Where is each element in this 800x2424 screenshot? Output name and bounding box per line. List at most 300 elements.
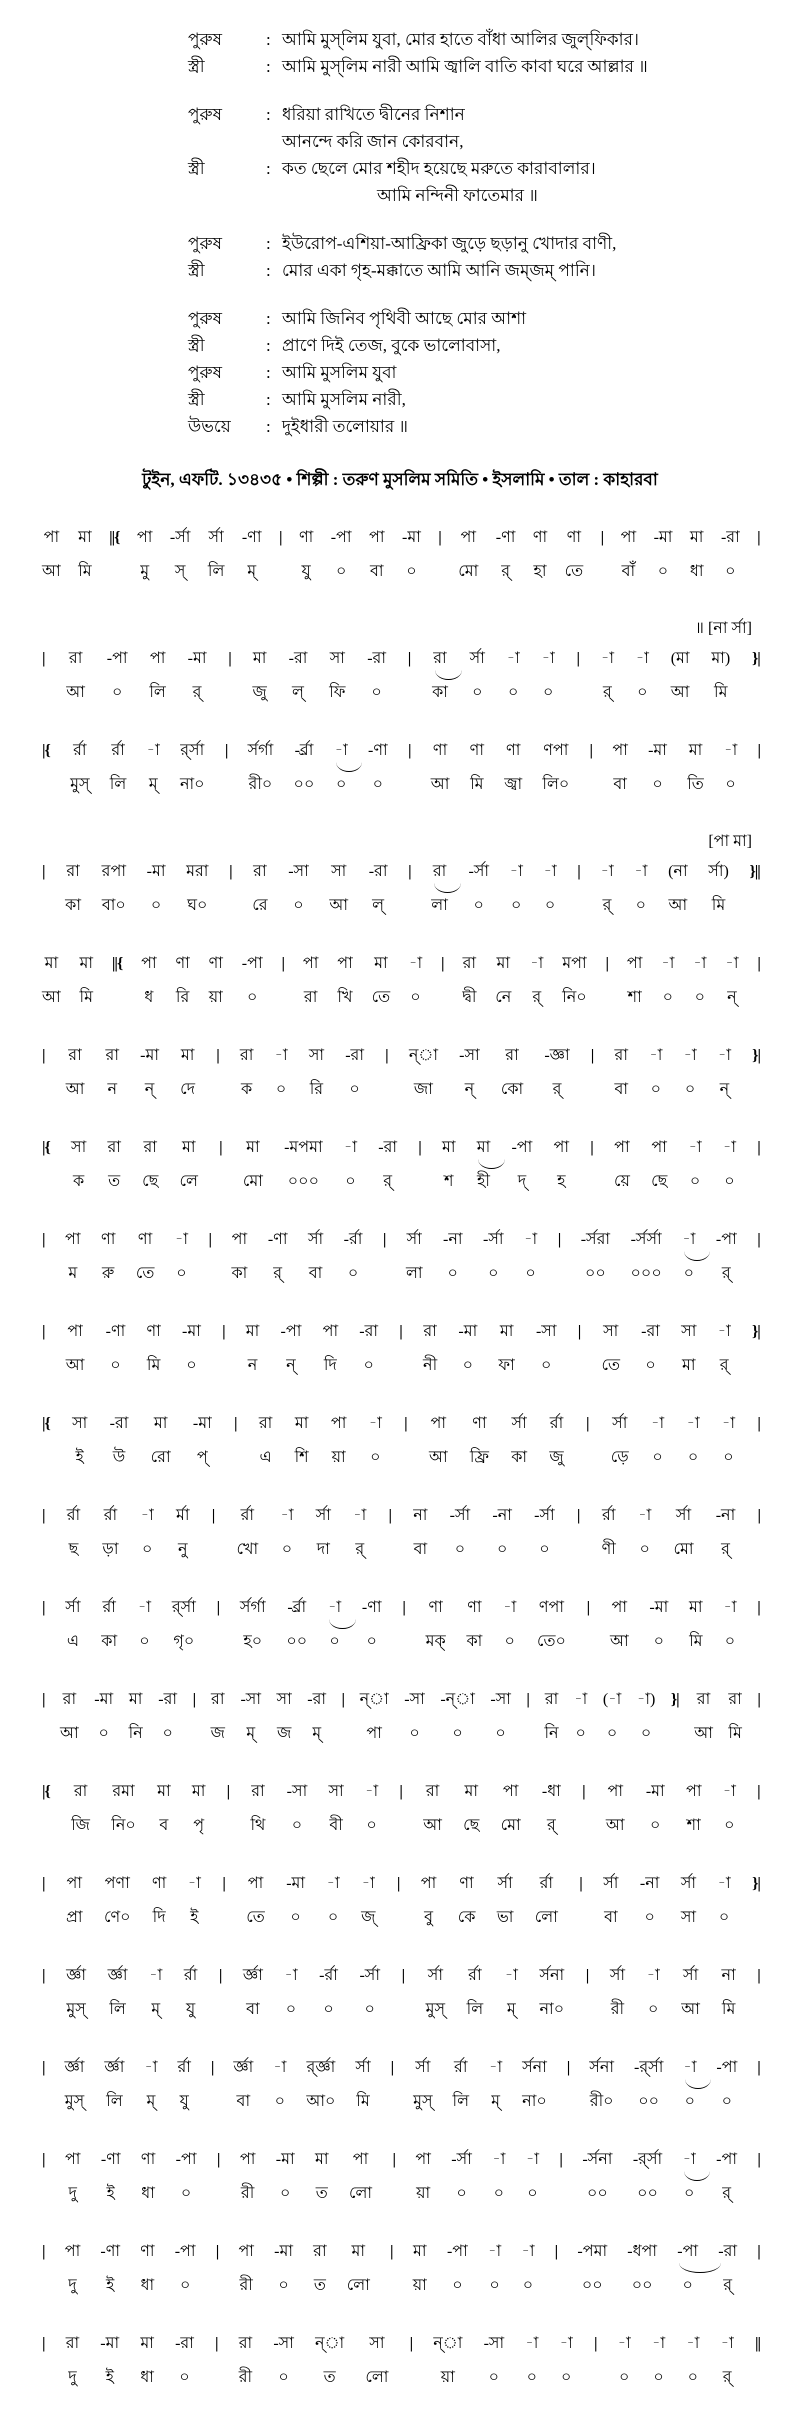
- bar-token: [408, 740, 411, 762]
- note-token: [640, 1873, 660, 1929]
- note-token: [470, 648, 485, 704]
- note-token: [286, 1597, 307, 1653]
- lyric-syllable: ছে: [142, 1173, 159, 1190]
- bar-glyph: |: [341, 1691, 345, 1708]
- note-token: [468, 861, 489, 917]
- note-token: [175, 953, 189, 1009]
- lyric-syllable: ০: [560, 2369, 572, 2386]
- bar-glyph: |: [585, 1967, 589, 1984]
- lyric-syllable: বাঁ: [621, 563, 636, 580]
- lyric-syllable: লে: [179, 1173, 198, 1190]
- sargam-note: র্র্সা: [171, 1599, 196, 1616]
- lyric-syllable: ০: [274, 2093, 286, 2110]
- sargam-note: মা: [689, 1599, 703, 1616]
- note-token: [281, 1321, 302, 1377]
- lyric-syllable: ০: [456, 2185, 467, 2202]
- lyric-syllable: তে০: [537, 1633, 566, 1650]
- lyric-syllable: দ্বী: [462, 989, 477, 1006]
- sargam-note: সা: [308, 1047, 325, 1064]
- speaker-colon: :: [266, 309, 271, 328]
- lyric-syllable: সা: [680, 1909, 697, 1926]
- lyric-syllable: বা: [604, 1909, 618, 1926]
- note-token: [152, 1873, 166, 1929]
- note-token: [652, 2333, 665, 2389]
- bar-glyph: |: [229, 863, 232, 880]
- speaker-colon: :: [266, 234, 271, 253]
- lyric-syllable: র্: [546, 1817, 556, 1834]
- speaker-colon: :: [266, 390, 271, 409]
- lyric-syllable: লি: [207, 563, 225, 580]
- note-token: [303, 953, 319, 1009]
- sargam-note: ণা: [428, 1599, 443, 1616]
- note-token: [693, 953, 706, 1009]
- note-token: [458, 1873, 476, 1929]
- sargam-note: রা: [105, 1047, 119, 1064]
- sargam-note: -র্সা: [169, 529, 191, 546]
- lyric-syllable: ০: [653, 1633, 665, 1650]
- note-token: [106, 1045, 119, 1101]
- note-token: [423, 1781, 442, 1837]
- bar-glyph: |: [42, 1507, 45, 1524]
- bar-glyph: |: [418, 1139, 421, 1156]
- note-token: [603, 1873, 618, 1929]
- note-token: [641, 1321, 660, 1377]
- sargam-note: -া: [721, 1415, 736, 1432]
- bar-token: [42, 1689, 45, 1711]
- note-token: [175, 2241, 196, 2297]
- notation-system: [42, 527, 760, 583]
- lyric-syllable: মুস্: [64, 2093, 85, 2110]
- lyric-syllable: যু: [179, 2093, 189, 2110]
- lyric-syllable: আ: [42, 563, 61, 580]
- sargam-note: পা: [247, 1875, 264, 1892]
- sargam-note: -সা: [288, 863, 309, 880]
- lyric-syllable: রী০: [589, 2093, 614, 2110]
- note-token: [104, 2057, 124, 2113]
- lyric-syllable: ই: [105, 2369, 114, 2386]
- lyric-syllable: নী: [423, 1357, 438, 1374]
- note-token: [335, 740, 348, 796]
- note-token: [646, 1781, 665, 1837]
- sargam-note: -পা: [330, 529, 352, 546]
- sargam-note: -া: [174, 1231, 188, 1248]
- bar-glyph: |: [557, 1231, 561, 1248]
- lyric-syllable: ০: [347, 1265, 359, 1282]
- bar-token: [342, 1689, 345, 1711]
- sargam-note: রা: [258, 1415, 273, 1432]
- note-token: [507, 648, 520, 704]
- note-token: [280, 1505, 293, 1561]
- lyric-syllable: ণী: [601, 1541, 616, 1558]
- note-token: [681, 1873, 696, 1929]
- bar-token: [399, 1321, 402, 1343]
- lyric-text: আমি মুস্‌লিম নারী আমি জ্বালি বাতি কাবা ঘরে আল্লার ॥: [282, 57, 648, 76]
- bar-token: [755, 2333, 760, 2355]
- sargam-note: ণা: [140, 2151, 156, 2168]
- sargam-note: -ণা: [267, 1231, 288, 1248]
- lyric-syllable: লো: [365, 2369, 389, 2386]
- note-token: [429, 1413, 448, 1469]
- sargam-note: রা: [68, 650, 83, 667]
- note-token: [66, 1045, 85, 1101]
- sargam-note: -া: [543, 863, 557, 880]
- note-token: [477, 1137, 491, 1193]
- lyric-syllable: ০: [447, 1265, 458, 1282]
- sargam-note: -সা: [483, 2335, 505, 2352]
- sargam-note: -া: [488, 2059, 503, 2076]
- sargam-note: -পা: [716, 2059, 738, 2076]
- note-token: [677, 2241, 698, 2297]
- sargam-note: ণা: [208, 955, 223, 972]
- note-token: [631, 1229, 662, 1285]
- bar-token: [208, 1229, 211, 1251]
- note-token: [694, 1689, 713, 1745]
- sargam-note: র্জ্ঞা: [233, 2059, 254, 2076]
- lyric-line: [0, 359, 800, 386]
- notation-system: [42, 1781, 760, 1837]
- bar-token: [402, 1597, 405, 1619]
- note-token: [378, 1137, 397, 1193]
- lyric-syllable: তে: [246, 1909, 265, 1926]
- note-token: [495, 953, 511, 1009]
- sargam-note: পা: [65, 1231, 81, 1248]
- bar-glyph: }|: [752, 1875, 760, 1892]
- note-token: [102, 1505, 118, 1561]
- speaker-colon: :: [266, 30, 271, 49]
- note-token: [306, 2057, 335, 2113]
- lyric-syllable: আ: [329, 897, 349, 914]
- bar-glyph: |: [278, 529, 282, 546]
- sargam-note: পা: [238, 2243, 254, 2260]
- sargam-note: -র্সনা: [582, 2151, 613, 2168]
- lyric-syllable: আ: [65, 1081, 85, 1098]
- sargam-note: মপা: [562, 955, 587, 972]
- note-token: [610, 1965, 625, 2021]
- lyric-syllable: ০: [364, 2001, 375, 2018]
- lyric-syllable: ০: [683, 1265, 695, 1282]
- lyric-syllable: ০: [683, 2185, 695, 2202]
- lyrics-section: [0, 0, 800, 440]
- sargam-note: র্রা: [602, 1507, 616, 1524]
- sargam-note: মা: [245, 1323, 260, 1340]
- lyric-syllable: ম: [68, 1265, 78, 1282]
- sargam-note: পণা: [104, 1875, 130, 1892]
- note-token: [208, 527, 225, 583]
- note-token: [426, 1965, 445, 2021]
- lyric-syllable: বা: [613, 776, 627, 793]
- sargam-note: রা: [728, 1691, 742, 1708]
- bar-glyph: |: [396, 1875, 400, 1892]
- note-token: [65, 2241, 81, 2297]
- bar-token: [757, 1965, 760, 1987]
- lyric-syllable: য়া: [331, 1449, 346, 1466]
- bar-token: [567, 2057, 570, 2079]
- lyric-syllable: র্: [723, 2277, 733, 2294]
- lyric-syllable: ০: [644, 1909, 655, 1926]
- note-token: [141, 2149, 155, 2205]
- note-token: [601, 648, 614, 704]
- lyric-syllable: ল্: [292, 684, 304, 701]
- note-token: [176, 2149, 197, 2205]
- sargam-note: -া: [686, 2335, 700, 2352]
- lyric-syllable: ০: [285, 2001, 297, 2018]
- speaker-label: পুরুষ: [188, 234, 222, 253]
- lyric-syllable: লি: [149, 684, 166, 701]
- lyric-syllable: ই: [106, 2277, 115, 2294]
- bar-glyph: |: [222, 1323, 225, 1340]
- sargam-note: -া: [559, 2335, 573, 2352]
- bar-token: [42, 740, 50, 762]
- bar-token: [42, 2241, 45, 2263]
- lyric-syllable: ০: [150, 897, 162, 914]
- note-token: [618, 2333, 631, 2389]
- sargam-note: -া: [274, 1047, 288, 1064]
- lyric-syllable: ০: [291, 1817, 303, 1834]
- bar-glyph: |: [576, 1507, 580, 1524]
- bar-token: [229, 861, 232, 883]
- sargam-note: -পা: [716, 2151, 738, 2168]
- sargam-note: -া: [343, 1139, 358, 1156]
- sargam-note: র্সা: [675, 1507, 692, 1524]
- note-token: [146, 1321, 160, 1377]
- note-token: [431, 740, 450, 796]
- sargam-note: র্রা: [240, 1507, 255, 1524]
- sargam-note: -া: [649, 1047, 663, 1064]
- lyric-syllable: জ্বা: [504, 776, 523, 793]
- lyric-syllable: ০: [370, 1449, 381, 1466]
- sargam-note: -ধা: [541, 1783, 561, 1800]
- note-token: [170, 527, 191, 583]
- bar-glyph: |: [228, 650, 231, 667]
- sargam-note: -র্সা: [359, 1967, 381, 1984]
- note-token: [560, 2333, 573, 2389]
- lyric-syllable: ত: [108, 1173, 121, 1190]
- note-token: [144, 2057, 157, 2113]
- bar-token: [215, 2333, 218, 2355]
- note-token: [687, 740, 704, 796]
- lyric-line: [0, 413, 800, 440]
- sargam-note: -া: [353, 1507, 367, 1524]
- lyric-syllable: য়া: [208, 989, 223, 1006]
- bar-token: [217, 1597, 220, 1619]
- note-token: [299, 527, 313, 583]
- lyric-syllable: মি: [79, 989, 94, 1006]
- sargam-note: র্রা: [454, 2059, 468, 2076]
- sargam-note: -া: [361, 1875, 375, 1892]
- note-token: [505, 1965, 518, 2021]
- lyric-syllable: ০: [511, 897, 522, 914]
- sargam-note: মা: [499, 1323, 514, 1340]
- lyric-syllable: ০: [684, 1081, 696, 1098]
- sargam-note: -া: [717, 1047, 732, 1064]
- lyric-text: প্রাণে দিই তেজ, বুকে ভালোবাসা,: [282, 336, 501, 355]
- sargam-note: -মা: [192, 1415, 212, 1432]
- bar-token: [42, 1873, 45, 1895]
- bar-token: [42, 1045, 45, 1067]
- note-token: [606, 1781, 625, 1837]
- bar-glyph: |: [42, 1599, 45, 1616]
- sargam-note: ণা: [175, 955, 190, 972]
- note-token: [104, 1873, 131, 1929]
- bar-token: [757, 1413, 760, 1435]
- note-token: [186, 861, 208, 917]
- bar-glyph: |: [42, 2335, 45, 2352]
- note-token: [581, 1229, 610, 1285]
- sargam-note: -া: [651, 2335, 666, 2352]
- lyric-syllable: র্: [722, 2185, 731, 2202]
- bar-glyph: |: [401, 1967, 405, 1984]
- sargam-note: -সা: [490, 1691, 511, 1708]
- sargam-note: মা: [464, 1783, 478, 1800]
- sargam-note: -া: [144, 2059, 158, 2076]
- sargam-note: র্সর্গা: [239, 1599, 266, 1616]
- sargam-note: সা: [369, 2335, 385, 2352]
- lyric-syllable: মি: [689, 1633, 703, 1650]
- note-token: [344, 1137, 357, 1193]
- sargam-note: মা: [252, 650, 267, 667]
- sargam-note: -া: [506, 650, 520, 667]
- bar-token: [752, 1321, 760, 1343]
- lyric-syllable: কে: [457, 1909, 476, 1926]
- bar-glyph: |: [222, 1875, 225, 1892]
- lyric-syllable: মি: [146, 1357, 161, 1374]
- bar-glyph: |: [234, 1415, 237, 1432]
- bar-glyph: |: [600, 529, 604, 546]
- sargam-note: রা: [107, 1139, 121, 1156]
- note-token: [149, 1965, 162, 2021]
- note-token: [498, 1321, 514, 1377]
- bar-token: [408, 861, 411, 883]
- lyric-syllable: ০: [452, 1725, 463, 1742]
- sargam-note: -া: [525, 2335, 539, 2352]
- sargam-note: -া): [636, 1691, 656, 1708]
- sargam-note: ণা: [140, 2243, 155, 2260]
- lyric-syllable: ধা: [141, 2185, 155, 2202]
- lyric-syllable: কা: [511, 1449, 528, 1466]
- note-token: [308, 1229, 323, 1285]
- note-token: [180, 1137, 198, 1193]
- bar-glyph: |: [392, 2151, 395, 2168]
- note-token: [614, 1045, 628, 1101]
- lyric-syllable: র্: [722, 2369, 732, 2386]
- lyric-syllable: ০০: [581, 2277, 603, 2294]
- notation-system: [42, 1321, 760, 1377]
- note-token: [681, 1321, 696, 1377]
- lyric-text: আমি মুসলিম নারী,: [282, 390, 406, 409]
- lyric-syllable: ০: [162, 1725, 173, 1742]
- note-token: [716, 1229, 737, 1285]
- sargam-note: র্র্সা: [180, 742, 205, 759]
- sargam-note: -সা: [404, 1691, 425, 1708]
- lyric-syllable: ন্: [464, 1081, 475, 1098]
- note-token: [554, 1137, 570, 1193]
- note-token: [549, 1413, 563, 1469]
- sargam-note: ণা: [151, 1875, 167, 1892]
- sargam-note: ণা: [532, 529, 548, 546]
- note-token: [80, 953, 94, 1009]
- lyric-syllable: লা: [405, 1265, 423, 1282]
- sargam-note: ণপা: [538, 1599, 565, 1616]
- note-token: [681, 1965, 700, 2021]
- bar-glyph: |{: [42, 1139, 50, 1156]
- bar-glyph: |: [216, 2151, 220, 2168]
- lyric-text: আমি জিনিব পৃথিবী আছে মোর আশা: [282, 309, 527, 328]
- bar-glyph: |: [605, 955, 609, 972]
- note-token: [329, 861, 348, 917]
- lyric-syllable: না০: [539, 2001, 565, 2018]
- bar-token: [757, 1505, 760, 1527]
- note-token: [536, 1321, 557, 1377]
- sargam-note: -া: [140, 1507, 154, 1524]
- note-token: [633, 2149, 662, 2205]
- sargam-note: র্জ্ঞা: [107, 1967, 128, 1984]
- bar-token: [211, 2057, 214, 2079]
- bar-glyph: |: [385, 1047, 388, 1064]
- bar-glyph: ||{: [109, 529, 120, 546]
- bar-glyph: }|: [752, 1047, 760, 1064]
- bar-token: [559, 2149, 562, 2171]
- lyric-syllable: রু: [102, 1265, 115, 1282]
- bar-glyph: |: [192, 1691, 196, 1708]
- bar-token: [441, 953, 444, 975]
- sargam-note: পা: [620, 529, 637, 546]
- lyric-syllable: এ: [66, 1633, 79, 1650]
- sargam-note: -মা: [187, 650, 207, 667]
- note-token: [534, 1505, 555, 1561]
- bar-glyph: |: [388, 1507, 392, 1524]
- sargam-note: মা: [477, 1137, 491, 1159]
- bar-token: [109, 527, 119, 549]
- bar-token: [601, 527, 604, 549]
- bar-glyph: |: [757, 2243, 760, 2260]
- lyric-syllable: রি: [309, 1081, 324, 1098]
- note-token: [315, 2333, 344, 2389]
- bar-token: [42, 1781, 50, 1803]
- lyric-text: ধরিয়া রাখিতে দ্বীনের নিশান: [282, 105, 465, 124]
- note-token: [488, 2241, 501, 2297]
- bar-glyph: |: [590, 1047, 594, 1064]
- lyric-syllable: আ: [60, 1725, 79, 1742]
- lyric-syllable: ০: [647, 2001, 659, 2018]
- sargam-note: মা: [374, 955, 388, 972]
- bar-glyph: |: [757, 1139, 760, 1156]
- note-token: [71, 1137, 86, 1193]
- note-token: [511, 1413, 527, 1469]
- speaker-label: স্ত্রী: [188, 261, 205, 280]
- note-token: [65, 2149, 81, 2205]
- lyric-syllable: না০: [179, 776, 205, 793]
- bar-glyph: |: [589, 742, 593, 759]
- note-token: [259, 1413, 272, 1469]
- note-token: [315, 2149, 329, 2205]
- sargam-note: র্সা: [469, 650, 485, 667]
- bar-glyph: |: [757, 1415, 760, 1432]
- lyric-syllable: উ: [112, 1449, 126, 1466]
- note-token: [483, 1229, 504, 1285]
- lyric-syllable: ০: [279, 2185, 291, 2202]
- note-token: [603, 1689, 622, 1745]
- note-token: [277, 1689, 292, 1745]
- note-token: [649, 1597, 668, 1653]
- note-token: [175, 1229, 188, 1285]
- bar-token: [671, 1689, 679, 1711]
- note-token: [140, 2333, 154, 2389]
- sargam-note: রা: [251, 1783, 265, 1800]
- note-token: [497, 1873, 514, 1929]
- lyric-syllable: প্রা: [65, 1909, 83, 1926]
- sargam-note: -রা: [368, 863, 388, 880]
- sargam-note: পা: [66, 1875, 82, 1892]
